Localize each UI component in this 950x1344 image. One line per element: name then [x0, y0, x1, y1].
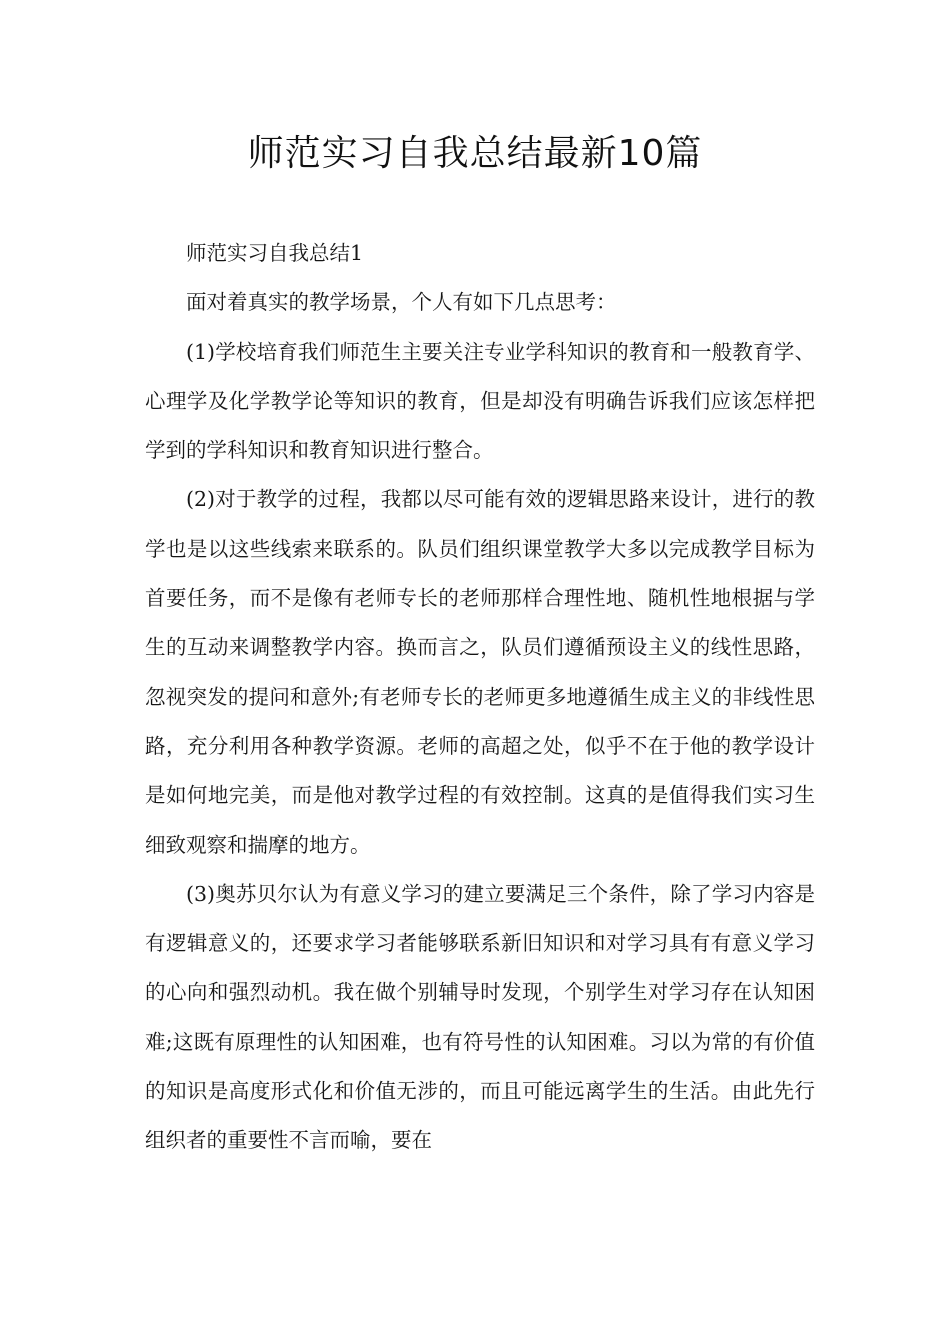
- paragraph-point-2: (2)对于教学的过程，我都以尽可能有效的逻辑思路来设计，进行的教学也是以这些线索来联系的。队员们组织课堂教学大多以完成教学目标为首要任务，而不是像有老师专长的老师那样合理性地、随机性地根据与学生的互动来调整教学内容。换而言之，队员们遵循预设主义的线性思路，忽视突发的提问和意外;有老师专长的老师更多地遵循生成主义的非线性思路，充分利用各种教学资源。老师的高超之处，似乎不在于他的教学设计是如何地完美，而是他对教学过程的有效控制。这真的是值得我们实习生细致观察和揣摩的地方。: [145, 487, 815, 857]
- document-body: [145, 229, 815, 1166]
- paragraph-intro: 面对着真实的教学场景，个人有如下几点思考：: [186, 290, 617, 315]
- paragraph-point-3: (3)奥苏贝尔认为有意义学习的建立要满足三个条件，除了学习内容是有逻辑意义的，还要求学习者能够联系新旧知识和对学习具有有意义学习的心向和强烈动机。我在做个别辅导时发现，个别学生对学习存在认知困难;这既有原理性的认知困难，也有符号性的认知困难。习以为常的有价值的知识是高度形式化和价值无涉的，而且可能远离学生的生活。由此先行组织者的重要性不言而喻，要在: [145, 881, 815, 1153]
- section-heading: 师范实习自我总结1: [186, 241, 364, 265]
- paragraph-point-1: (1)学校培育我们师范生主要关注专业学科知识的教育和一般教育学、心理学及化学教学论等知识的教育，但是却没有明确告诉我们应该怎样把学到的学科知识和教育知识进行整合。: [145, 339, 815, 463]
- page-title: 师范实习自我总结最新10篇: [247, 133, 703, 174]
